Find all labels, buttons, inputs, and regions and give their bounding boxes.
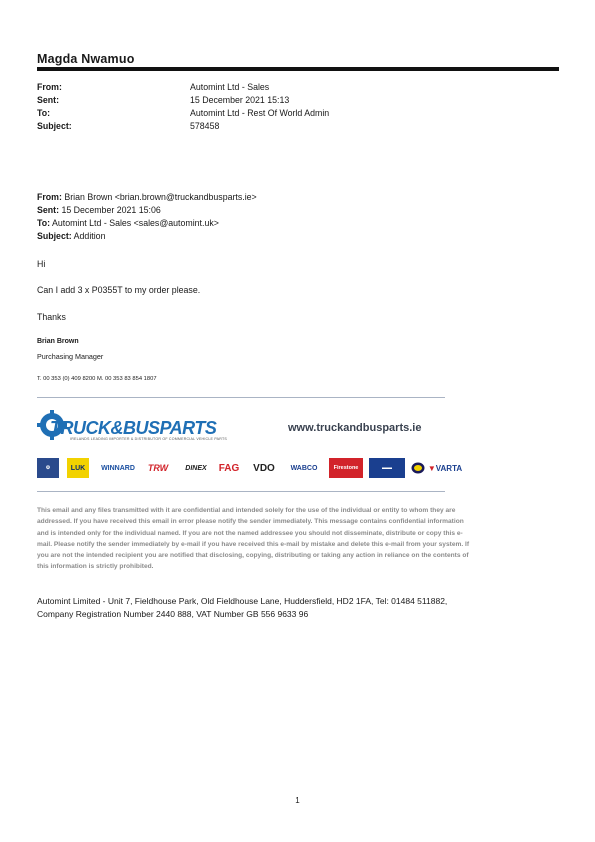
brand-logos-row (37, 458, 463, 480)
fw-subject (37, 231, 105, 241)
disclaimer: This email and any files transmitted with it are confidential and intended solely for the use of the individual or entity to whom they are addressed. If you have received this email in error please notify the sender immediately. This message contains confidential information and is intended only for the individual named. If you are not the named addressee you should not disseminate, distribute or copy this e-mail. Please notify the sender immediately by e-mail if you have received this e-mail by mistake and delete this e-mail from your system. If you are not the intended recipient you are notified that disclosing, copying, distributing or taking any action in reliance on the contents of this information is strictly prohibited. (37, 507, 470, 571)
to-label: To: (37, 108, 51, 118)
subject-label: Subject: (37, 121, 72, 131)
fw-sent-label: Sent: (37, 205, 59, 215)
sent-label: Sent: (37, 95, 59, 105)
fw-to (37, 218, 219, 228)
brand-logo-hella (410, 458, 426, 478)
brand-logo-firestone: Firestone (329, 458, 363, 478)
signature-phones: T. 00 353 (0) 409 8200 M. 00 353 83 854 1807 (37, 376, 157, 382)
from-label: From: (37, 82, 62, 92)
header-rule (37, 67, 559, 71)
subject-value: 578458 (190, 121, 220, 131)
greeting: Hi (37, 259, 46, 269)
banner-logo: TRUCK&BUSPARTS (50, 418, 217, 438)
fw-to-value[interactable]: Automint Ltd - Sales <sales@automint.uk> (52, 218, 219, 228)
banner-divider (37, 491, 445, 492)
fw-from-label: From: (37, 192, 62, 202)
fw-sent (37, 205, 161, 215)
sent-value: 15 December 2021 15:13 (190, 95, 290, 105)
brand-logo-fag: FAG (218, 462, 240, 474)
varta-mark-icon: ▼ (427, 463, 436, 473)
brand-logo-dinex: DINEX (185, 464, 207, 472)
signature-name: Brian Brown (37, 338, 79, 345)
to-value: Automint Ltd - Rest Of World Admin (190, 108, 330, 118)
brand-bosch-icon: ⚙ (45, 465, 51, 471)
brand-logo-luk: LUK (67, 458, 89, 478)
brand-varta-label: VARTA (435, 463, 463, 473)
closing: Thanks (37, 312, 66, 322)
sender-name: Magda Nwamuo (37, 52, 135, 66)
fw-to-label: To: (37, 218, 51, 228)
page-number: 1 (295, 796, 300, 805)
signature-divider (37, 397, 445, 398)
brand-logo-varta (428, 458, 462, 478)
brand-logo-bosch (37, 458, 59, 478)
fw-subject-value: Addition (73, 231, 106, 241)
brand-fleet-icon: ▬▬ (382, 465, 392, 471)
banner-tagline: IRELANDS LEADING IMPORTER & DISTRIBUTOR OF COMMERCIAL VEHICLE PARTS (70, 437, 227, 441)
signature-role: Purchasing Manager (37, 352, 104, 361)
company-footer: Automint Limited - Unit 7, Fieldhouse Park, Old Fieldhouse Lane, Huddersfield, HD2 1FA, Tel: 01484 511882, Company Registration Number 2440 888, VAT Number GB 556 9633 96 (37, 596, 448, 619)
from-value: Automint Ltd - Sales (190, 82, 270, 92)
fw-sent-value: 15 December 2021 15:06 (61, 205, 161, 215)
brand-logo-fleet (369, 458, 405, 478)
fw-from (37, 192, 257, 202)
fw-from-value[interactable]: Brian Brown <brian.brown@truckandbusparts.ie> (64, 192, 257, 202)
hella-oval-icon (411, 462, 425, 474)
brand-logo-winnard: WINNARD (101, 464, 135, 472)
brand-logo-vdo: VDO (253, 462, 275, 474)
banner-website[interactable]: www.truckandbusparts.ie (288, 422, 422, 434)
brand-logo-wabco: WABCO (290, 464, 318, 472)
fw-subject-label: Subject: (37, 231, 72, 241)
brand-logo-trw: TRW (147, 463, 169, 473)
message-line: Can I add 3 x P0355T to my order please. (37, 285, 201, 295)
